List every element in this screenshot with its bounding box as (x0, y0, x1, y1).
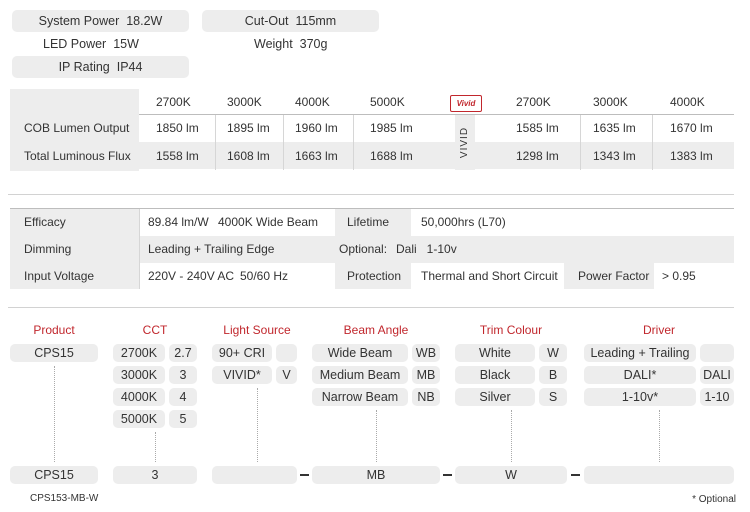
beam-code-medium: MB (412, 366, 440, 384)
ip-rating-pill (12, 56, 189, 78)
product-option[interactable]: CPS15 (10, 344, 98, 362)
cut-out-pill (202, 10, 379, 32)
beam-option-medium[interactable]: Medium Beam (312, 366, 408, 384)
header-beam-angle: Beam Angle (343, 323, 409, 337)
weight-value: 370g (299, 37, 328, 51)
protection-value: Thermal and Short Circuit (421, 269, 558, 283)
cct-code-4000k: 4 (169, 388, 197, 406)
col-divider (139, 209, 140, 289)
section-divider (8, 194, 734, 195)
cob-3000k: 1895 lm (227, 121, 270, 135)
cct-code-5000k: 5 (169, 410, 197, 428)
driver-option-1-10v[interactable]: 1-10v* (584, 388, 696, 406)
code-separator-dash (443, 474, 452, 476)
temp-2700k: 2700K (156, 95, 191, 109)
power-factor-value: > 0.95 (662, 269, 696, 283)
vivid-temp-3000k: 3000K (593, 95, 628, 109)
beam-option-narrow[interactable]: Narrow Beam (312, 388, 408, 406)
example-trim: W (455, 466, 567, 484)
total-flux-label: Total Luminous Flux (24, 149, 131, 163)
system-power-label: System Power (38, 14, 120, 28)
col-divider (283, 115, 284, 170)
input-voltage-value: 220V - 240V AC (148, 269, 235, 283)
driver-option-dali[interactable]: DALI* (584, 366, 696, 384)
cct-code-2700k: 2.7 (169, 344, 197, 362)
light-source-option-cri[interactable]: 90+ CRI (212, 344, 272, 362)
col-divider (353, 115, 354, 170)
driver-option-leading-trailing[interactable]: Leading + Trailing (584, 344, 696, 362)
cut-out-label: Cut-Out (244, 14, 289, 28)
ip-rating-label: IP Rating (58, 60, 110, 74)
code-separator-dash (571, 474, 580, 476)
example-beam: MB (312, 466, 440, 484)
dimming-optional-value: Dali 1-10v (396, 242, 457, 256)
example-light-source (212, 466, 297, 484)
example-product: CPS15 (10, 466, 98, 484)
cct-option-5000k[interactable]: 5000K (113, 410, 165, 428)
protection-label: Protection (347, 269, 402, 283)
flux-vivid-2700k: 1298 lm (516, 149, 559, 163)
dimming-label: Dimming (24, 242, 72, 256)
driver-code-1-10v: 1-10 (700, 388, 734, 406)
connector-line (659, 410, 660, 462)
vivid-temp-4000k: 4000K (670, 95, 705, 109)
flux-3000k: 1608 lm (227, 149, 270, 163)
col-divider (580, 115, 581, 170)
efficacy-note: 4000K Wide Beam (218, 215, 319, 229)
flux-vivid-4000k: 1383 lm (670, 149, 713, 163)
cob-2700k: 1850 lm (156, 121, 199, 135)
trim-option-silver[interactable]: Silver (455, 388, 535, 406)
vivid-logo-text: Vivid (456, 99, 476, 108)
header-trim-colour: Trim Colour (479, 323, 543, 337)
header-driver: Driver (643, 323, 675, 337)
connector-line (376, 410, 377, 462)
vivid-logo (450, 95, 482, 112)
connector-line (155, 432, 156, 462)
trim-code-silver: S (539, 388, 567, 406)
header-product: Product (33, 323, 75, 337)
efficacy-label: Efficacy (24, 215, 66, 229)
cob-vivid-2700k: 1585 lm (516, 121, 559, 135)
example-driver (584, 466, 734, 484)
col-divider (215, 115, 216, 170)
led-power-row (43, 33, 139, 55)
flux-4000k: 1663 lm (295, 149, 338, 163)
cob-4000k: 1960 lm (295, 121, 338, 135)
vivid-vertical-wrap (455, 115, 475, 170)
input-voltage-label: Input Voltage (24, 269, 95, 283)
led-power-value: 15W (113, 37, 139, 51)
system-power-pill (12, 10, 189, 32)
cct-code-3000k: 3 (169, 366, 197, 384)
light-source-code-cri (276, 344, 297, 362)
cob-5000k: 1985 lm (370, 121, 413, 135)
lifetime-value: 50,000hrs (L70) (421, 215, 506, 229)
power-factor-label: Power Factor (578, 269, 650, 283)
flux-2700k: 1558 lm (156, 149, 199, 163)
flux-5000k: 1688 lm (370, 149, 413, 163)
trim-option-white[interactable]: White (455, 344, 535, 362)
cob-lumen-label: COB Lumen Output (24, 121, 130, 135)
vivid-vertical-label: VIVID (459, 126, 471, 159)
cct-option-2700k[interactable]: 2700K (113, 344, 165, 362)
beam-code-narrow: NB (412, 388, 440, 406)
temp-5000k: 5000K (370, 95, 405, 109)
cob-vivid-4000k: 1670 lm (670, 121, 713, 135)
led-power-label: LED Power (43, 37, 107, 51)
temp-3000k: 3000K (227, 95, 262, 109)
beam-code-wide: WB (412, 344, 440, 362)
dimming-optional-label: Optional: (339, 242, 388, 256)
optional-footnote: * Optional (692, 494, 736, 505)
light-source-option-vivid[interactable]: VIVID* (212, 366, 272, 384)
example-cct: 3 (113, 466, 197, 484)
section-divider (8, 307, 734, 308)
col-divider (652, 115, 653, 170)
ip-rating-value: IP44 (116, 60, 143, 74)
driver-code-dali: DALI (700, 366, 734, 384)
dimming-value: Leading + Trailing Edge (148, 242, 275, 256)
trim-code-black: B (539, 366, 567, 384)
beam-option-wide[interactable]: Wide Beam (312, 344, 408, 362)
light-source-code-vivid: V (276, 366, 297, 384)
trim-code-white: W (539, 344, 567, 362)
flux-vivid-3000k: 1343 lm (593, 149, 636, 163)
weight-row (254, 33, 327, 55)
vivid-temp-2700k: 2700K (516, 95, 551, 109)
weight-label: Weight (254, 37, 293, 51)
cct-option-3000k[interactable]: 3000K (113, 366, 165, 384)
header-cct: CCT (142, 323, 168, 337)
input-voltage-freq: 50/60 Hz (240, 269, 289, 283)
connector-line (257, 388, 258, 462)
lumen-header-rule (139, 114, 734, 115)
trim-option-black[interactable]: Black (455, 366, 535, 384)
connector-line (54, 366, 55, 462)
efficacy-value: 89.84 lm/W (148, 215, 209, 229)
header-light-source: Light Source (223, 323, 291, 337)
lifetime-label: Lifetime (347, 215, 390, 229)
connector-line (511, 410, 512, 462)
temp-4000k: 4000K (295, 95, 330, 109)
driver-code-leading-trailing (700, 344, 734, 362)
cut-out-value: 115mm (295, 14, 337, 28)
system-power-value: 18.2W (126, 14, 163, 28)
code-separator-dash (300, 474, 309, 476)
example-code-label: CPS153-MB-W (30, 493, 99, 504)
cob-vivid-3000k: 1635 lm (593, 121, 636, 135)
cct-option-4000k[interactable]: 4000K (113, 388, 165, 406)
